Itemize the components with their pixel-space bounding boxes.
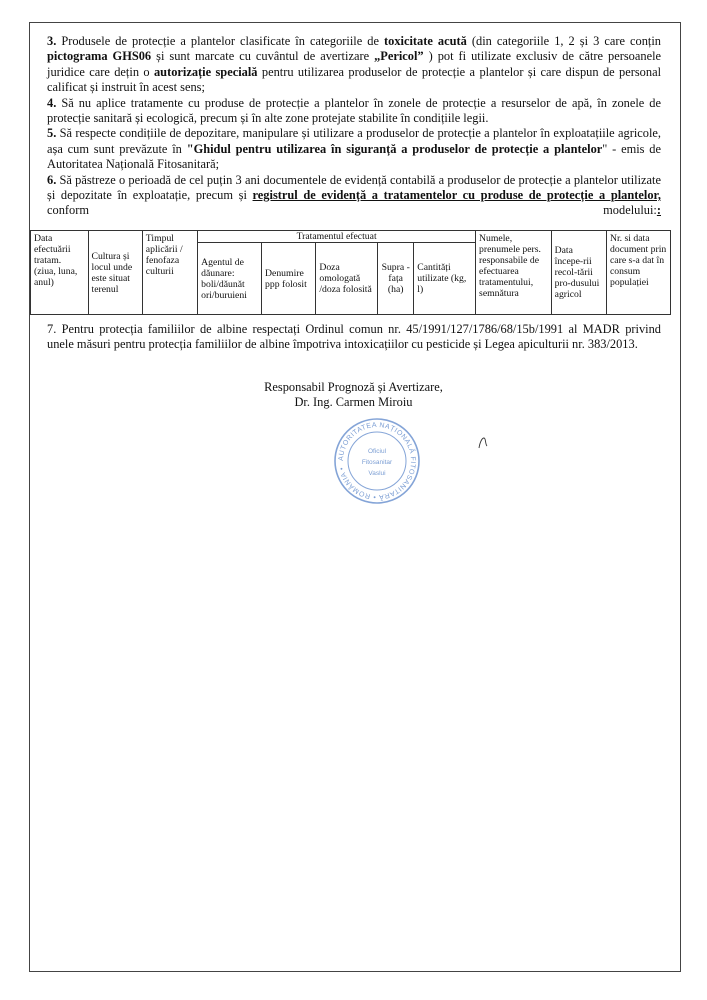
paragraph-4: 4. Să nu aplice tratamente cu produse de protecție a plantelor în zonele de protecție a resurselor de apă, în zonele de protecție sanitară și ecologică, precum și în alte zone protejate stabilite în condițiile legii. — [47, 95, 661, 126]
official-stamp — [333, 417, 421, 505]
col-qty-header: Cantități utilizate (kg, l) — [414, 243, 476, 315]
signature-name: Dr. Ing. Carmen Miroiu — [294, 395, 413, 409]
paragraph-5: 5. Să respecte condițiile de depozitare, manipulare și utilizare a produselor de protecție a plantelor în exploatațiile agricole, așa cum sunt prevăzute în "Ghidul pentru utilizarea în siguranță a produselor de protecție a plantelor" - emis de Autoritatea Națională Fitosanitară; — [47, 126, 662, 172]
paragraph-3: 3. Produsele de protecție a plantelor clasificate în categoriile de toxicitate acută (din categoriile 1, 2 și 3 care conțin pictograma GHS06 și sunt marcate cu cuvântul de avertizare „Pericol” ) pot fi utilizate exclusiv de către persoanele juridice care dețin o autorizație specială pentru utilizarea produselor de protecție a plantelor și care dispun de personal calificat și instruit în acest sens; — [47, 34, 662, 95]
signature-role: Responsabil Prognoză și Avertizare, — [264, 380, 443, 394]
signature-mark — [476, 436, 490, 450]
col-harvest-header: Data începe-rii recol-tării pro-dusului agricol — [551, 231, 606, 315]
paragraph-7-text: 7. Pentru protecția familiilor de albine respectați Ordinul comun nr. 45/1991/127/1786/68/15b/1991 al MADR privind unele măsuri pentru protecția familiilor de albine împotriva intoxicațiilor cu pesticide și Legea apiculturii nr. 383/2013. — [47, 322, 661, 352]
col-dose-header: Doza omologată /doza folosită — [316, 243, 378, 315]
col-crop-header: Cultura și locul unde este situat terenul — [88, 231, 142, 315]
col-agent-header: Agentul de dăunare: boli/dăunăt ori/buruieni — [198, 243, 262, 315]
col-area-header: Supra -fața (ha) — [378, 243, 414, 315]
col-date-header: Data efectuării tratam. (ziua, luna, anul) — [31, 231, 89, 315]
col-person-header: Numele, prenumele pers. responsabile de efectuarea tratamentului, semnătura — [476, 231, 552, 315]
stamp-ring-text: AUTORITATEA NAȚIONALĂ FITOSANITARĂ • ROMÂNIA • — [337, 421, 417, 501]
stamp-line3: Vaslui — [368, 470, 386, 477]
treatment-group-header: Tratamentul efectuat — [198, 231, 476, 243]
col-time-header: Timpul aplicării / fenofaza culturii — [142, 231, 197, 315]
col-ppp-header: Denumire ppp folosit — [262, 243, 316, 315]
paragraph-6: 6. Să păstreze o perioadă de cel puțin 3 ani documentele de evidență contabilă a produselor de protecție a plantelor utilizate și depozitate în exploatație, precum și registrul de evidență a tratamentelor cu produse de protecție a plantelor, conform modelului:: — [47, 172, 661, 218]
stamp-line2: Fitosanitar — [361, 459, 393, 466]
treatment-register-table — [30, 230, 671, 315]
col-doc-header: Nr. si data document prin care s-a dat în consum populației — [607, 231, 671, 315]
stamp-line1: Oficiul — [367, 448, 387, 455]
paragraph-7 — [47, 322, 661, 353]
document-body — [47, 34, 661, 219]
